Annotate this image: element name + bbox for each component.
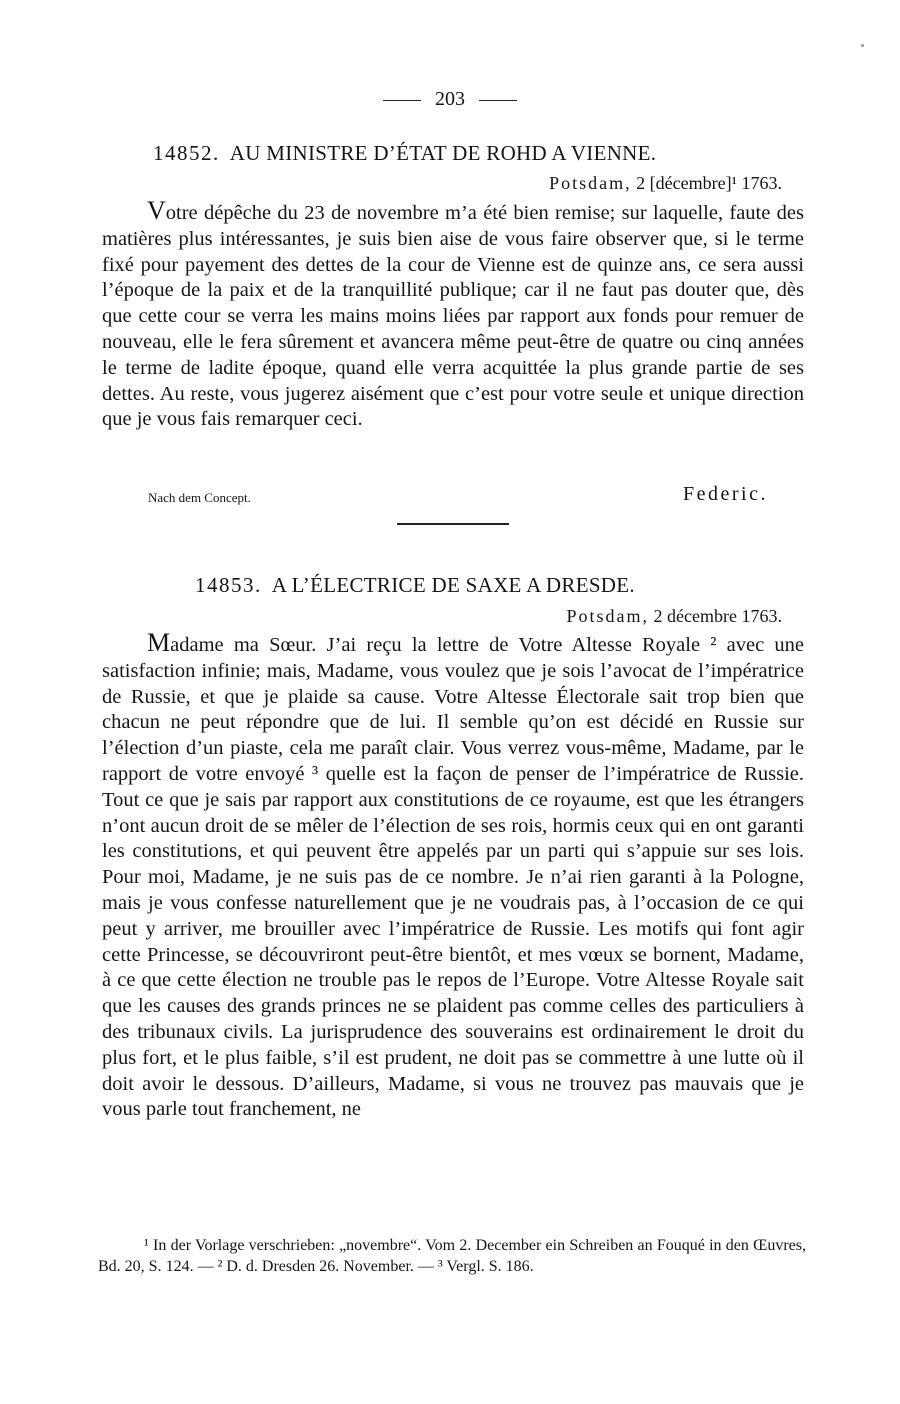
letter1-title: AU MINISTRE D’ÉTAT DE ROHD A VIENNE.	[229, 141, 657, 165]
letter1-date: 2 [décembre]¹ 1763.	[636, 173, 782, 193]
letter1-initial: V	[147, 196, 166, 225]
letter2-place: Potsdam,	[566, 606, 650, 626]
header-dash-right	[479, 100, 517, 101]
letter1-place: Potsdam,	[549, 173, 632, 193]
letter1-heading	[153, 140, 793, 166]
letter2-initial: M	[147, 628, 171, 657]
letter2-date: 2 décembre 1763.	[653, 606, 782, 626]
letter2-title: A L’ÉLECTRICE DE SAXE A DRESDE.	[271, 573, 635, 597]
footnote-text: ¹ In der Vorlage verschrieben: „novembre“. Vom 2. December ein Schreiben an Fouqué in den Œuvres, Bd. 20, S. 124. — ² D. d. Dresden 26. November. — ³ Vergl. S. 186.	[98, 1237, 806, 1275]
letter1-source-note: Nach dem Concept.	[148, 490, 251, 505]
letter2-heading	[195, 572, 835, 598]
letter1-number: 14852.	[153, 141, 220, 165]
letter2-text: adame ma Sœur. J’ai reçu la lettre de Votre Altesse Royale ² avec une satisfaction infinie; mais, Madame, vous voulez que je sois l’avocat de l’impératrice de Russie, et que je plaide sa cause. Votre Altesse Électorale sait trop bien que chacun ne peut répondre que de lui. Il semble qu’on est décidé en Russie sur l’élection d’un piaste, cela me paraît clair. Vous verrez vous-même, Madame, par le rapport de votre envoyé ³ quelle est la façon de penser de l’impératrice de Russie. Tout ce que je sais par rapport aux constitutions de ce royaume, est que les étrangers n’ont aucun droit de se mêler de l’élection de ses rois, hormis ceux qui en ont garanti les constitutions, et qui peuvent être appelés par un parti qui s’appuie sur ses lois. Pour moi, Madame, je ne suis pas de ce nombre. Je n’ai rien garanti à la Pologne, mais je vous confesse naturellement que je ne voudrais pas, à l’occasion de ce qui peut y arriver, me brouiller avec l’impératrice de Russie. Les motifs qui font agir cette Princesse, se découvriront peut-être bientôt, et mes vœux se bornent, Madame, à ce que cette élection ne trouble pas le repos de l’Europe. Votre Altesse Royale sait que les causes des grands princes ne se plaident pas comme celles des particuliers à des tribunaux civils. La jurisprudence des souverains est ordinairement le droit du plus fort, et le plus faible, s’il est prudent, ne doit pas se commettre à une lutte où il doit avoir le dessous. D’ailleurs, Madame, si vous ne trouvez pas mauvais que je vous parle tout franchement, ne	[102, 634, 804, 1121]
section-divider	[397, 523, 509, 525]
letter2-dateline	[567, 605, 782, 627]
letter2-number: 14853.	[195, 573, 262, 597]
scan-speck	[861, 44, 864, 47]
page-number: 203	[435, 88, 465, 110]
header-dash-left	[383, 100, 421, 101]
letter1-text: otre dépêche du 23 de novembre m’a été bien remise; sur laquelle, faute des matières plus intéressantes, je suis bien aise de vous faire observer que, si le terme fixé pour payement des dettes de la cour de Vienne est de quinze ans, ce sera aussi l’époque de la paix et de la tranquillité publique; car il ne faut pas douter que, dès que cette cour se verra les mains moins liées par rapport aux fonds pour remuer de nouveau, elle le fera sûrement et avancera même peut-être de quatre ou cinq années le terme de ladite époque, quand elle verra acquittée la plus grande partie de ses dettes. Au reste, vous jugerez aisément que c’est pour votre seule et unique direction que je vous fais remarquer ceci.	[102, 202, 804, 431]
letter2-body	[102, 630, 804, 1123]
letter1-signature: Federic.	[683, 483, 768, 505]
page-header	[0, 86, 900, 112]
letter1-body	[102, 198, 804, 433]
footnotes	[98, 1235, 806, 1277]
letter1-dateline	[549, 172, 782, 194]
